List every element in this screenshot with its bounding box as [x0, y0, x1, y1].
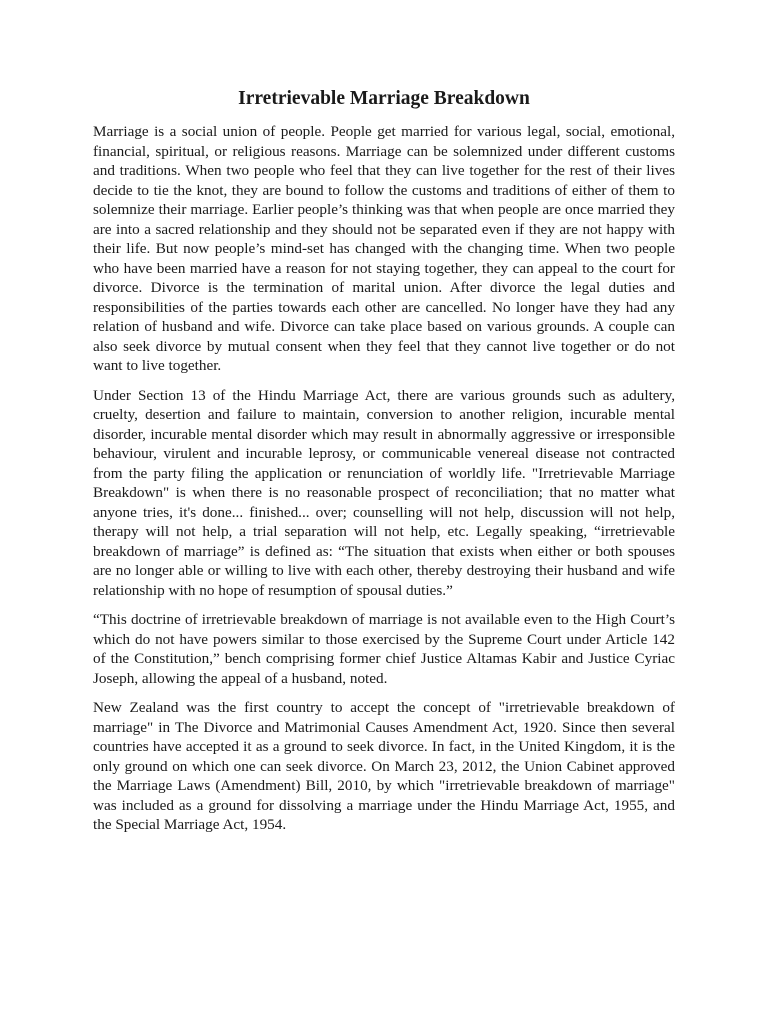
paragraph-doctrine-quote: “This doctrine of irretrievable breakdown of marriage is not available even to the High Court’s which do not have powers similar to those exercised by the Supreme Court under Article 142 of the Constitution,” bench comprising former chief Justice Altamas Kabir and Justice Cyriac Joseph, allowing the appeal of a husband, noted.	[93, 611, 675, 687]
paragraph-new-zealand: New Zealand was the first country to accept the concept of "irretrievable breakdown of marriage" in The Divorce and Matrimonial Causes Amendment Act, 1920. Since then several countries have accepted it as a ground to seek divorce. In fact, in the United Kingdom, it is the only ground on which one can seek divorce. On March 23, 2012, the Union Cabinet approved the Marriage Laws (Amendment) Bill, 2010, by which "irretrievable breakdown of marriage" was included as a ground for dissolving a marriage under the Hindu Marriage Act, 1955, and the Special Marriage Act, 1954.	[93, 699, 675, 833]
paragraph-marriage-intro: Marriage is a social union of people. People get married for various legal, social, emotional, financial, spiritual, or religious reasons. Marriage can be solemnized under different customs and traditions. When two people who feel that they can live together for the rest of their lives decide to tie the knot, they are bound to follow the customs and traditions of either of them to solemnize their marriage. Earlier people’s thinking was that when people are once married they are into a sacred relationship and they should not be separated even if they are not happy with their life. But now people’s mind-set has changed with the changing time. When two people who have been married have a reason for not staying together, they can appeal to the court for divorce. Divorce is the termination of marital union. After divorce the legal duties and responsibilities of the parties towards each other are cancelled. No longer have they had any relation of husband and wife. Divorce can take place based on various grounds. A couple can also seek divorce by mutual consent when they feel that they cannot live together or do not want to live together.	[93, 123, 675, 374]
document-title: Irretrievable Marriage Breakdown	[238, 88, 530, 109]
document-page	[93, 86, 675, 845]
paragraph-section-13: Under Section 13 of the Hindu Marriage Act, there are various grounds such as adultery, cruelty, desertion and failure to maintain, conversion to another religion, incurable mental disorder, incurable mental disorder which may result in abnormally aggressive or irresponsible behaviour, virulent and incurable leprosy, or communicable venereal disease not contracted from the party filing the application or renunciation of worldly life. "Irretrievable Marriage Breakdown" is when there is no reasonable prospect of reconciliation; that no matter what anyone tries, it's done... finished... over; counselling will not help, discussion will not help, therapy will not help, a trial separation will not help, etc. Legally speaking, “irretrievable breakdown of marriage” is defined as: “The situation that exists when either or both spouses are no longer able or willing to live with each other, thereby destroying their husband and wife relationship with no hope of resumption of spousal duties.”	[93, 386, 675, 599]
